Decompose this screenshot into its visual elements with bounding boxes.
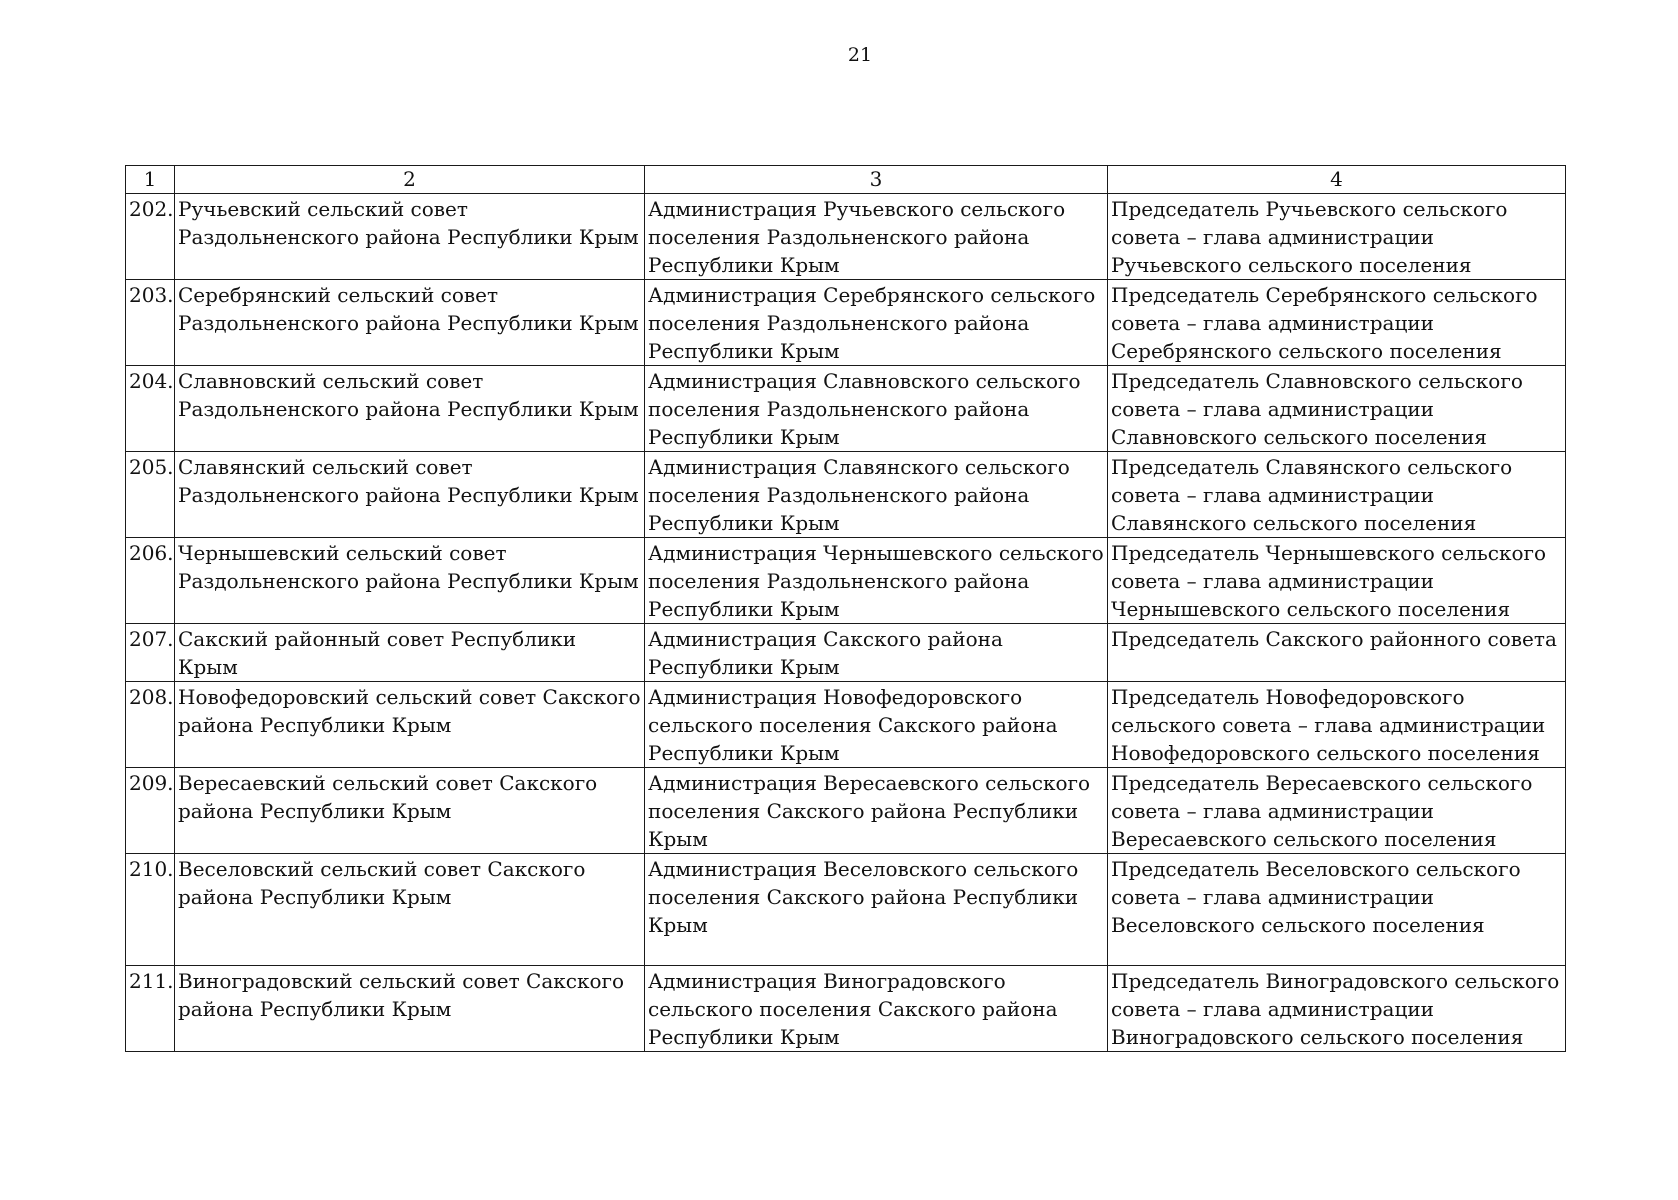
table-row (126, 768, 1566, 854)
administration-name: Администрация Сакского района Республики Крым (645, 624, 1108, 682)
council-name: Веселовский сельский совет Сакского района Республики Крым (175, 854, 645, 966)
head-title: Председатель Ручьевского сельского совета – глава администрации Ручьевского сельского поселения (1108, 194, 1566, 280)
head-title: Председатель Веселовского сельского совета – глава администрации Веселовского сельского поселения (1108, 854, 1566, 966)
row-number: 203. (126, 280, 175, 366)
council-name: Чернышевский сельский совет Раздольненского района Республики Крым (175, 538, 645, 624)
head-title: Председатель Сакского районного совета (1108, 624, 1566, 682)
table-row (126, 624, 1566, 682)
administration-name: Администрация Славянского сельского поселения Раздольненского района Республики Крым (645, 452, 1108, 538)
table-header-row (126, 166, 1566, 194)
head-title: Председатель Славянского сельского совета – глава администрации Славянского сельского поселения (1108, 452, 1566, 538)
column-header-2: 2 (175, 166, 645, 194)
administration-name: Администрация Чернышевского сельского поселения Раздольненского района Республики Крым (645, 538, 1108, 624)
administration-name: Администрация Веселовского сельского поселения Сакского района Республики Крым (645, 854, 1108, 966)
row-number: 205. (126, 452, 175, 538)
council-name: Славновский сельский совет Раздольненского района Республики Крым (175, 366, 645, 452)
administration-name: Администрация Новофедоровского сельского поселения Сакского района Республики Крым (645, 682, 1108, 768)
table-row (126, 966, 1566, 1052)
column-header-4: 4 (1108, 166, 1566, 194)
council-name: Новофедоровский сельский совет Сакского района Республики Крым (175, 682, 645, 768)
table-row (126, 538, 1566, 624)
head-title: Председатель Вересаевского сельского совета – глава администрации Вересаевского сельского поселения (1108, 768, 1566, 854)
council-name: Вересаевский сельский совет Сакского района Республики Крым (175, 768, 645, 854)
row-number: 206. (126, 538, 175, 624)
council-name: Славянский сельский совет Раздольненского района Республики Крым (175, 452, 645, 538)
row-number: 204. (126, 366, 175, 452)
table-row (126, 452, 1566, 538)
row-number: 202. (126, 194, 175, 280)
table-row (126, 280, 1566, 366)
head-title: Председатель Славновского сельского совета – глава администрации Славновского сельского поселения (1108, 366, 1566, 452)
row-number: 208. (126, 682, 175, 768)
column-header-3: 3 (645, 166, 1108, 194)
councils-table (125, 165, 1566, 1052)
administration-name: Администрация Вересаевского сельского поселения Сакского района Республики Крым (645, 768, 1108, 854)
head-title: Председатель Новофедоровского сельского совета – глава администрации Новофедоровского сельского поселения (1108, 682, 1566, 768)
administration-name: Администрация Славновского сельского поселения Раздольненского района Республики Крым (645, 366, 1108, 452)
head-title: Председатель Виноградовского сельского совета – глава администрации Виноградовского сельского поселения (1108, 966, 1566, 1052)
administration-name: Администрация Серебрянского сельского поселения Раздольненского района Республики Крым (645, 280, 1108, 366)
council-name: Сакский районный совет Республики Крым (175, 624, 645, 682)
row-number: 207. (126, 624, 175, 682)
administration-name: Администрация Виноградовского сельского поселения Сакского района Республики Крым (645, 966, 1108, 1052)
table-row (126, 682, 1566, 768)
table-row (126, 366, 1566, 452)
head-title: Председатель Серебрянского сельского совета – глава администрации Серебрянского сельского поселения (1108, 280, 1566, 366)
head-title: Председатель Чернышевского сельского совета – глава администрации Чернышевского сельского поселения (1108, 538, 1566, 624)
row-number: 211. (126, 966, 175, 1052)
row-number: 210. (126, 854, 175, 966)
council-name: Виноградовский сельский совет Сакского района Республики Крым (175, 966, 645, 1052)
column-header-1: 1 (126, 166, 175, 194)
council-name: Серебрянский сельский совет Раздольненского района Республики Крым (175, 280, 645, 366)
administration-name: Администрация Ручьевского сельского поселения Раздольненского района Республики Крым (645, 194, 1108, 280)
page-number: 21 (847, 44, 873, 66)
council-name: Ручьевский сельский совет Раздольненского района Республики Крым (175, 194, 645, 280)
table-row (126, 854, 1566, 966)
table-row (126, 194, 1566, 280)
row-number: 209. (126, 768, 175, 854)
